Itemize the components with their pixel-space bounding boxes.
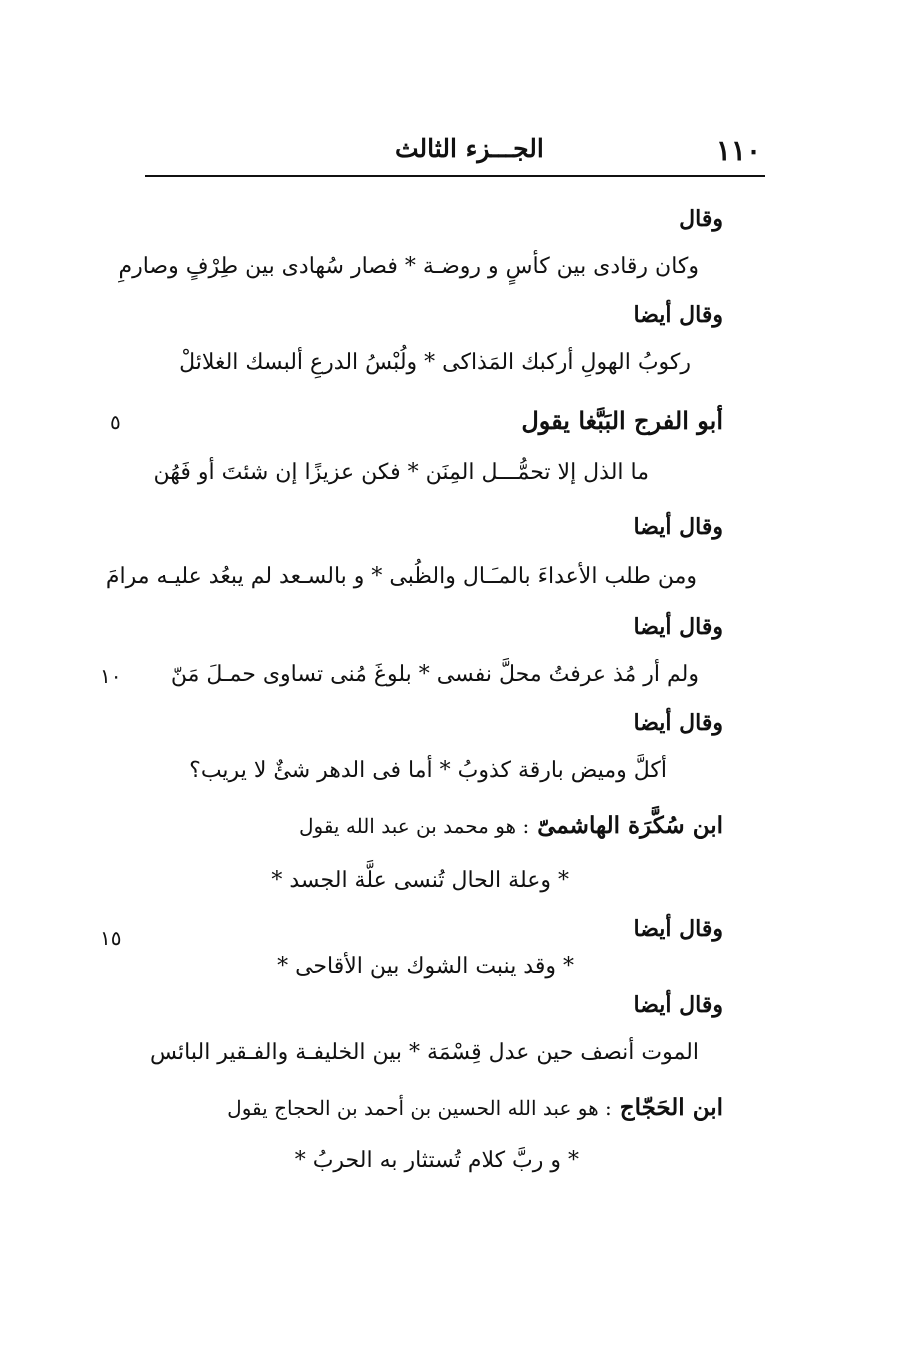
section-heading: وقال أيضا xyxy=(633,992,723,1018)
section-heading: وقال أيضا xyxy=(633,916,723,942)
section-heading: وقال أيضا xyxy=(633,302,723,328)
author-heading: أبو الفرج البَبَّغا يقول xyxy=(521,406,723,435)
running-title: الجـــزء الثالث xyxy=(395,134,544,163)
author-heading xyxy=(299,812,723,839)
margin-line-number: ١٥ xyxy=(100,926,122,950)
header-rule xyxy=(145,175,765,177)
verse-line: * و ربَّ كلام تُستثار به الحربُ * xyxy=(294,1148,579,1173)
section-heading: وقال أيضا xyxy=(633,514,723,540)
verse-line: الموت أنصف حين عدل قِسْمَة * بين الخليفـة والفـقير البائس xyxy=(149,1040,699,1065)
author-name: ابن الحَجّاج xyxy=(619,1094,723,1121)
author-note: : هو عبد الله الحسين بن أحمد بن الحجاج يقول xyxy=(227,1096,612,1120)
verse-line: ركوبُ الهولِ أركبك المَذاكى * ولُبْسُ الدرعِ ألبسك الغلائلْ xyxy=(179,350,691,375)
verse-line: ولم أر مُذ عرفتُ محلَّ نفسى * بلوغَ مُنى تساوى حمـلَ مَنّ xyxy=(170,662,699,687)
page-header xyxy=(140,128,765,174)
author-heading xyxy=(227,1094,723,1121)
verse-line: وكان رقادى بين كأسٍ و روضـة * فصار سُهادى بين طِرْفٍ وصارمِ xyxy=(118,254,699,279)
verse-line: أكلَّ وميض بارقة كذوبُ * أما فى الدهر شئٌ لا يريب؟ xyxy=(189,758,667,783)
verse-line: * وعلة الحال تُنسى علَّة الجسد * xyxy=(271,868,569,893)
author-note: : هو محمد بن عبد الله يقول xyxy=(298,814,530,838)
section-heading: وقال أيضا xyxy=(633,614,723,640)
author-name: ابن سُكَّرَة الهاشمىّ xyxy=(537,812,723,839)
margin-line-number: ٥ xyxy=(110,410,121,434)
verse-line: ما الذل إلا تحمُّـــل المِنَن * فكن عزيزًا إن شئتَ أو فَهُن xyxy=(153,460,649,485)
section-heading: وقال xyxy=(679,206,723,232)
verse-line: * وقد ينبت الشوك بين الأقاحى * xyxy=(277,954,574,979)
page-number: ١١٠ xyxy=(715,134,761,167)
verse-line: ومن طلب الأعداءَ بالمـَـال والظُبى * و بالسـعد لم يبعُد عليـه مرامَ xyxy=(105,564,697,589)
margin-line-number: ١٠ xyxy=(100,664,122,688)
section-heading: وقال أيضا xyxy=(633,710,723,736)
